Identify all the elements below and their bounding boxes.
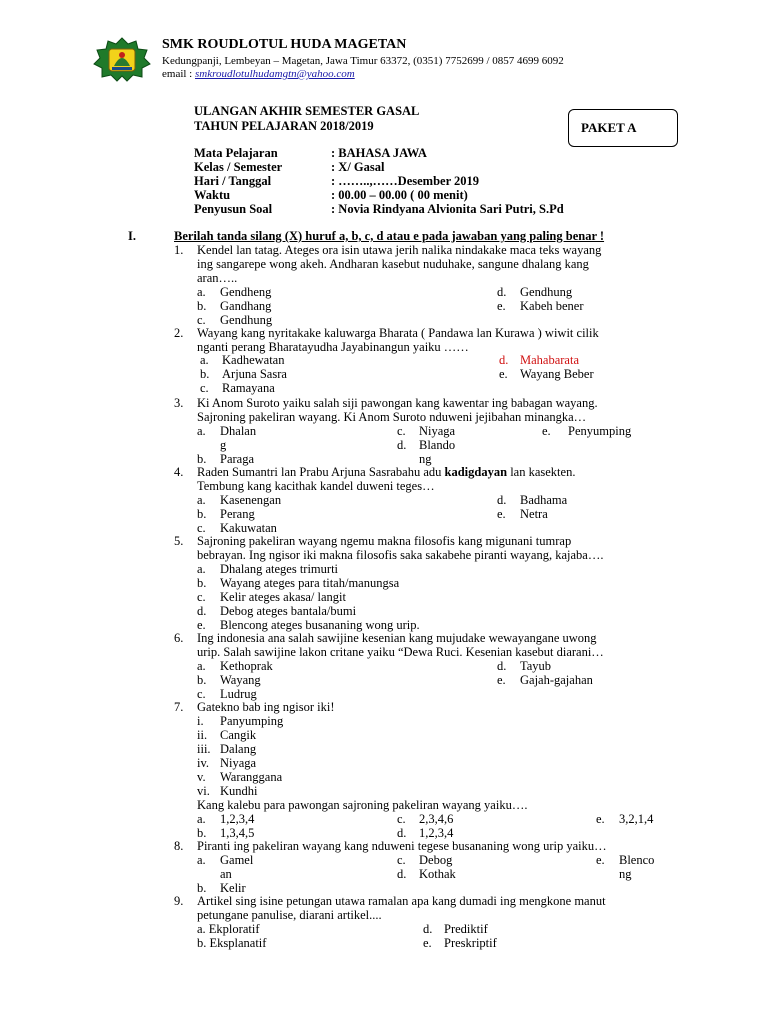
info-label: Kelas / Semester [194, 160, 283, 174]
exam-title: ULANGAN AKHIR SEMESTER GASAL [194, 104, 420, 118]
option-text: Gamel [220, 853, 254, 867]
list-item: Cangik [220, 728, 257, 742]
option-text: Penyumping [568, 424, 632, 438]
school-logo [92, 36, 152, 82]
question-text: Kang kalebu para pawongan sajroning pakeliran wayang yaiku…. [197, 798, 528, 812]
bold-term: kadigdayan [444, 465, 508, 479]
option-letter: c. [397, 853, 406, 867]
email-label: email : [162, 68, 193, 80]
option-letter: e. [197, 618, 206, 632]
email-line [162, 67, 355, 81]
option-text: Kakuwatan [220, 521, 277, 535]
school-name: SMK ROUDLOTUL HUDA MAGETAN [162, 37, 407, 52]
list-numeral: v. [197, 770, 206, 784]
option-text: Kothak [419, 867, 456, 881]
option-text: Tayub [520, 659, 552, 673]
option-letter: c. [197, 687, 206, 701]
question-text: Ki Anom Suroto yaiku salah siji pawongan kang kawentar ing babagan wayang. [197, 396, 598, 410]
option-letter: e. [596, 812, 605, 826]
option-text: Debog ateges bantala/bumi [220, 604, 357, 618]
option-letter: e. [596, 853, 605, 867]
option-text: Niyaga [419, 424, 456, 438]
list-numeral: ii. [197, 728, 208, 742]
question-number: 8. [174, 839, 184, 853]
option-text: Blando [419, 438, 456, 452]
question-number: 6. [174, 631, 184, 645]
option-letter: b. [197, 299, 207, 313]
question-text: aran….. [197, 271, 238, 285]
question-text-part: Raden Sumantri lan Prabu Arjuna Sasrabahu adu [197, 465, 445, 479]
exam-year: TAHUN PELAJARAN 2018/2019 [194, 119, 374, 133]
question-text: Sajroning pakeliran wayang. Ki Anom Suroto nduweni jejibahan minangka… [197, 410, 587, 424]
option-letter: b. [197, 576, 207, 590]
option-text-highlighted: Mahabarata [520, 353, 579, 367]
email-link[interactable]: smkroudlotulhudamgtn@yahoo.com [195, 68, 355, 80]
option-letter: a. [197, 285, 206, 299]
question-text: Kendel lan tatag. Ateges ora isin utawa jerih nalika nindakake maca teks wayang [197, 243, 602, 257]
option-text: 1,2,3,4 [419, 826, 454, 840]
option-text: a. Ekploratif [197, 922, 260, 936]
option-letter: e. [499, 367, 508, 381]
option-text: Ramayana [222, 381, 275, 395]
option-letter-highlighted: d. [499, 353, 509, 367]
option-letter: a. [197, 812, 206, 826]
option-letter: d. [397, 826, 407, 840]
option-text: 2,3,4,6 [419, 812, 454, 826]
list-numeral: iii. [197, 742, 211, 756]
question-text: Wayang kang nyritakake kaluwarga Bharata ( Pandawa lan Kurawa ) wiwit cilik [197, 326, 599, 340]
option-text: Kelir [220, 881, 246, 895]
option-text-wrap: an [220, 867, 232, 881]
option-text: Preskriptif [444, 936, 497, 950]
option-text: Gendheng [220, 285, 272, 299]
option-letter: d. [497, 659, 507, 673]
option-letter: c. [397, 812, 406, 826]
option-text: Dhalan [220, 424, 257, 438]
list-item: Waranggana [220, 770, 283, 784]
option-text: Prediktif [444, 922, 488, 936]
question-text: urip. Salah sawijine lakon critane yaiku “Dewa Ruci. Kesenian kasebut diarani… [197, 645, 604, 659]
info-value: : 00.00 – 00.00 ( 00 menit) [331, 188, 468, 202]
question-number: 9. [174, 894, 184, 908]
option-letter: a. [197, 424, 206, 438]
option-text: Gendhung [220, 313, 273, 327]
question-text: bebrayan. Ing ngisor iki makna filosofis saka sakabehe piranti wayang, kajaba…. [197, 548, 604, 562]
option-text: Gandhang [220, 299, 272, 313]
question-text-part: lan kasekten. [507, 465, 576, 479]
option-text: Wayang ateges para titah/manungsa [220, 576, 400, 590]
option-text: Blencong ateges busananing wong urip. [220, 618, 420, 632]
option-letter: b. [197, 507, 207, 521]
info-value: : BAHASA JAWA [331, 146, 427, 160]
option-text: Kelir ateges akasa/ langit [220, 590, 346, 604]
option-text: 1,3,4,5 [220, 826, 255, 840]
question-number: 3. [174, 396, 184, 410]
option-text: Badhama [520, 493, 568, 507]
info-value: : Novia Rindyana Alvionita Sari Putri, S.Pd [331, 202, 564, 216]
option-text: Gendhung [520, 285, 573, 299]
list-numeral: i. [197, 714, 204, 728]
question-text: nganti perang Bharatayudha Jayabinangun yaiku …… [197, 340, 469, 354]
option-text: Dhalang ateges trimurti [220, 562, 339, 576]
option-letter: b. [197, 452, 207, 466]
option-text-wrap: g [220, 438, 227, 452]
section-instruction: Berilah tanda silang (X) huruf a, b, c, d atau e pada jawaban yang paling benar ! [174, 229, 605, 243]
list-numeral: vi. [197, 784, 210, 798]
info-label: Hari / Tanggal [194, 174, 272, 188]
option-text: Wayang [220, 673, 261, 687]
option-text: Kadhewatan [222, 353, 285, 367]
list-item: Dalang [220, 742, 257, 756]
option-letter: a. [197, 562, 206, 576]
question-text: Ing indonesia ana salah sawijine kesenian kang mujudake wewayangane uwong [197, 631, 597, 645]
paket-box [568, 109, 678, 147]
option-letter: c. [197, 521, 206, 535]
option-letter: d. [423, 922, 433, 936]
option-letter: e. [542, 424, 551, 438]
option-text: Kabeh bener [520, 299, 584, 313]
option-letter: d. [397, 867, 407, 881]
option-text: Kasenengan [220, 493, 282, 507]
option-letter: b. [197, 881, 207, 895]
question-number: 4. [174, 465, 184, 479]
option-text: Gajah-gajahan [520, 673, 593, 687]
option-text: Arjuna Sasra [222, 367, 287, 381]
option-letter: b. [197, 826, 207, 840]
list-item: Niyaga [220, 756, 257, 770]
school-address: Kedungpanji, Lembeyan – Magetan, Jawa Timur 63372, (0351) 7752699 / 0857 4699 6092 [162, 55, 564, 67]
option-letter: a. [197, 659, 206, 673]
option-letter: d. [397, 438, 407, 452]
option-letter: b. [200, 367, 210, 381]
list-item: Kundhi [220, 784, 258, 798]
option-letter: a. [197, 493, 206, 507]
question-text: Sajroning pakeliran wayang ngemu makna filosofis kang migunani tumrap [197, 534, 572, 548]
option-letter: e. [497, 507, 506, 521]
option-text: Wayang Beber [520, 367, 594, 381]
list-numeral: iv. [197, 756, 210, 770]
option-letter: a. [197, 853, 206, 867]
option-text: Netra [520, 507, 548, 521]
paket-label: PAKET A [581, 120, 637, 135]
question-number: 1. [174, 243, 184, 257]
list-item: Panyumping [220, 714, 284, 728]
question-text: Tembung kang kacithak kandel duweni teges… [197, 479, 435, 493]
option-text: 3,2,1,4 [619, 812, 654, 826]
option-text: Kethoprak [220, 659, 273, 673]
question-text [197, 465, 575, 479]
info-value: : ……..,……Desember 2019 [331, 174, 480, 188]
option-letter: b. [197, 673, 207, 687]
option-text: b. Eksplanatif [197, 936, 267, 950]
option-text: Paraga [220, 452, 255, 466]
option-text: Debog [419, 853, 453, 867]
option-text: 1,2,3,4 [220, 812, 255, 826]
question-number: 5. [174, 534, 184, 548]
info-label: Penyusun Soal [194, 202, 273, 216]
option-text-wrap: ng [619, 867, 632, 881]
question-text: Gatekno bab ing ngisor iki! [197, 700, 335, 714]
question-number: 2. [174, 326, 184, 340]
question-text: petungane panulise, diarani artikel.... [197, 908, 382, 922]
option-text: Ludrug [220, 687, 257, 701]
option-letter: a. [200, 353, 209, 367]
option-text: Blenco [619, 853, 655, 867]
option-letter: c. [197, 590, 206, 604]
option-text-wrap: ng [419, 452, 432, 466]
question-number: 7. [174, 700, 184, 714]
option-letter: e. [423, 936, 432, 950]
section-numeral: I. [128, 229, 136, 243]
option-letter: c. [397, 424, 406, 438]
option-letter: e. [497, 299, 506, 313]
question-text: ing sangarepe wong akeh. Andharan kasebut nuduhake, sangune dhalang kang [197, 257, 589, 271]
option-text: Perang [220, 507, 255, 521]
option-letter: d. [197, 604, 207, 618]
question-text: Artikel sing isine petungan utawa ramalan apa kang dumadi ing mengkone manut [197, 894, 606, 908]
info-value: : X/ Gasal [331, 160, 385, 174]
option-letter: c. [197, 313, 206, 327]
question-text: Piranti ing pakeliran wayang kang nduweni tegese busananing wong urip yaiku… [197, 839, 607, 853]
option-letter: d. [497, 493, 507, 507]
info-label: Mata Pelajaran [194, 146, 278, 160]
option-letter: d. [497, 285, 507, 299]
option-letter: e. [497, 673, 506, 687]
option-letter: c. [200, 381, 209, 395]
info-label: Waktu [194, 188, 231, 202]
